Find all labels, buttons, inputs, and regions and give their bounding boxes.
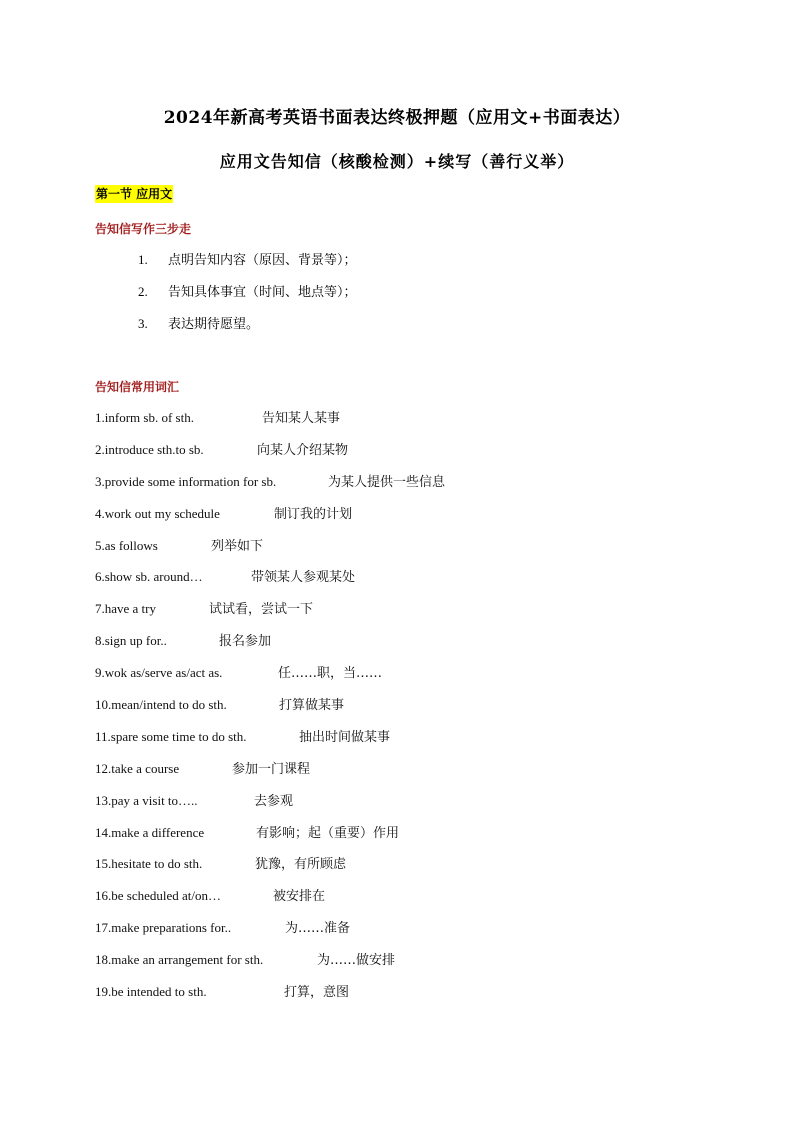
vocab-english: 8.sign up for..	[95, 633, 167, 649]
vocab-english: 10.mean/intend to do sth.	[95, 697, 227, 713]
document-subtitle: 应用文告知信（核酸检测）+续写（善行义举）	[219, 152, 575, 171]
vocab-item	[95, 759, 445, 791]
vocab-item	[95, 886, 445, 918]
section-heading-highlighted: 第一节 应用文	[96, 187, 173, 201]
vocab-item	[95, 472, 445, 504]
vocab-english: 19.be intended to sth.	[95, 984, 207, 1000]
vocab-chinese: 为某人提供一些信息	[328, 474, 446, 490]
vocab-chinese: 为……做安排	[317, 953, 396, 969]
vocab-english: 15.hesitate to do sth.	[95, 856, 203, 872]
vocab-chinese: 犹豫，有所顾虑	[255, 857, 347, 873]
step-text: 告知具体事宜（时间、地点等）；	[168, 285, 357, 300]
vocab-chinese: 有影响；起（重要）作用	[256, 825, 400, 841]
vocab-english: 16.be scheduled at/on…	[95, 888, 221, 904]
step-number: 3.	[138, 316, 148, 331]
vocab-item	[95, 408, 445, 440]
vocab-chinese: 带领某人参观某处	[251, 570, 356, 586]
vocab-item	[95, 727, 445, 759]
vocab-item	[95, 567, 445, 599]
vocab-chinese: 任……职，当……	[278, 666, 383, 682]
vocab-english: 5.as follows	[95, 537, 158, 553]
steps-heading: 告知信写作三步走	[95, 222, 192, 236]
vocab-chinese: 列举如下	[211, 538, 264, 554]
vocab-item	[95, 440, 445, 472]
step-number: 1.	[138, 252, 148, 267]
vocab-english: 12.take a course	[95, 760, 180, 776]
vocab-chinese: 去参观	[254, 793, 294, 809]
vocab-chinese: 制订我的计划	[274, 506, 353, 522]
vocab-item	[95, 823, 445, 855]
step-text: 表达期待愿望。	[168, 317, 260, 332]
vocab-chinese: 打算做某事	[279, 698, 345, 714]
vocab-english: 6.show sb. around…	[95, 569, 203, 585]
vocab-chinese: 为……准备	[285, 921, 351, 937]
vocab-chinese: 报名参加	[219, 634, 272, 650]
vocab-english: 11.spare some time to do sth.	[95, 728, 247, 744]
steps-list	[138, 250, 357, 346]
vocab-heading: 告知信常用词汇	[95, 380, 180, 394]
vocab-item	[95, 918, 445, 950]
vocab-english: 18.make an arrangement for sth.	[95, 952, 264, 968]
vocab-item	[95, 599, 445, 631]
vocab-english: 13.pay a visit to…..	[95, 792, 198, 808]
vocab-english: 2.introduce sth.to sb.	[95, 441, 204, 457]
step-text: 点明告知内容（原因、背景等）；	[168, 253, 357, 268]
vocab-item	[95, 982, 445, 1014]
vocab-item	[95, 695, 445, 727]
vocab-chinese: 打算，意图	[284, 985, 350, 1001]
step-number: 2.	[138, 284, 148, 299]
vocab-chinese: 向某人介绍某物	[257, 442, 349, 458]
vocab-chinese: 被安排在	[273, 889, 326, 905]
document-title: 2024年新高考英语书面表达终极押题（应用文+书面表达）	[163, 108, 631, 128]
vocab-item	[95, 536, 445, 568]
vocab-english: 1.inform sb. of sth.	[95, 410, 194, 425]
vocab-item	[95, 631, 445, 663]
step-item	[138, 282, 357, 314]
vocab-english: 3.provide some information for sb.	[95, 473, 277, 489]
vocab-chinese: 试试看，尝试一下	[209, 602, 314, 618]
vocab-item	[95, 854, 445, 886]
vocab-english: 9.wok as/serve as/act as.	[95, 665, 223, 681]
vocab-chinese: 告知某人某事	[262, 411, 341, 426]
vocab-item	[95, 504, 445, 536]
vocab-english: 14.make a difference	[95, 824, 205, 840]
vocab-item	[95, 791, 445, 823]
vocab-list	[95, 408, 445, 1014]
step-item	[138, 250, 357, 282]
vocab-item	[95, 950, 445, 982]
vocab-english: 7.have a try	[95, 601, 157, 617]
vocab-english: 17.make preparations for..	[95, 920, 232, 936]
step-item	[138, 314, 357, 346]
vocab-item	[95, 663, 445, 695]
vocab-chinese: 参加一门课程	[232, 761, 311, 777]
vocab-chinese: 抽出时间做某事	[299, 729, 391, 745]
vocab-english: 4.work out my schedule	[95, 505, 220, 521]
